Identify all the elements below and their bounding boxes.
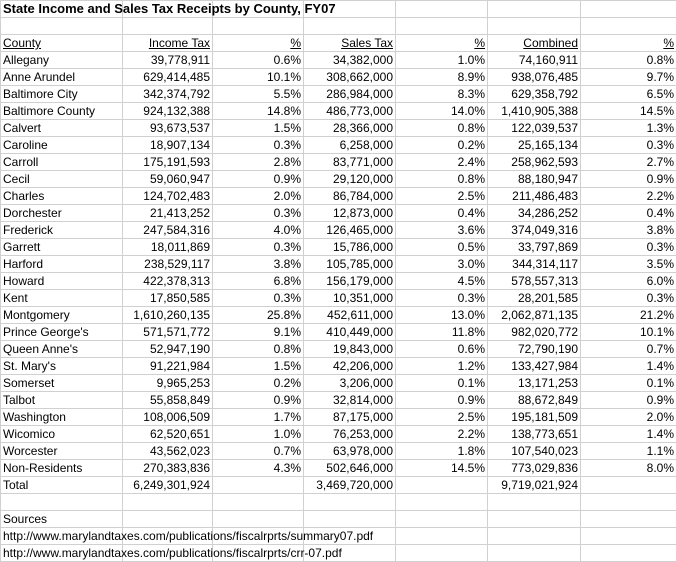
county-cell[interactable]: Total [1,477,123,494]
sales-tax-cell[interactable]: 10,351,000 [304,290,396,307]
sales-tax-cell[interactable]: 19,843,000 [304,341,396,358]
income-pct-cell[interactable]: 0.3% [213,205,304,222]
combined-pct-cell[interactable]: 21.2% [581,307,676,324]
sales-pct-cell[interactable] [396,477,488,494]
combined-cell[interactable]: 195,181,509 [488,409,581,426]
combined-pct-cell[interactable]: 2.0% [581,409,676,426]
combined-cell[interactable]: 88,672,849 [488,392,581,409]
combined-cell[interactable]: 773,029,836 [488,460,581,477]
income-tax-cell[interactable]: 21,413,252 [123,205,213,222]
sales-tax-cell[interactable]: 3,469,720,000 [304,477,396,494]
sales-pct-cell[interactable]: 8.3% [396,86,488,103]
county-cell[interactable]: Frederick [1,222,123,239]
sales-pct-cell[interactable]: 13.0% [396,307,488,324]
combined-cell[interactable]: 88,180,947 [488,171,581,188]
sales-tax-cell[interactable]: 87,175,000 [304,409,396,426]
sales-pct-cell[interactable]: 0.9% [396,392,488,409]
sales-pct-cell[interactable]: 2.5% [396,188,488,205]
combined-pct-cell[interactable]: 1.4% [581,426,676,443]
combined-pct-cell[interactable]: 0.8% [581,52,676,69]
table-row [1,392,676,409]
table-row [1,137,676,154]
combined-cell[interactable]: 2,062,871,135 [488,307,581,324]
sales-pct-cell[interactable]: 0.6% [396,341,488,358]
combined-pct-cell[interactable]: 2.7% [581,154,676,171]
income-tax-cell[interactable]: 55,858,849 [123,392,213,409]
county-cell[interactable]: Caroline [1,137,123,154]
combined-pct-cell[interactable] [581,477,676,494]
table-row [1,239,676,256]
cell[interactable] [213,511,304,528]
income-tax-cell[interactable]: 43,562,023 [123,443,213,460]
combined-cell[interactable]: 138,773,651 [488,426,581,443]
income-pct-cell[interactable]: 9.1% [213,324,304,341]
sales-pct-cell[interactable]: 14.5% [396,460,488,477]
sales-tax-cell[interactable]: 502,646,000 [304,460,396,477]
combined-cell[interactable]: 258,962,593 [488,154,581,171]
cell[interactable] [581,545,676,562]
sales-pct-cell[interactable]: 3.6% [396,222,488,239]
income-pct-cell[interactable]: 1.0% [213,426,304,443]
income-pct-cell[interactable]: 6.8% [213,273,304,290]
income-pct-cell[interactable]: 0.9% [213,392,304,409]
combined-cell[interactable]: 122,039,537 [488,120,581,137]
income-pct-cell[interactable]: 5.5% [213,86,304,103]
table-row [1,290,676,307]
county-cell[interactable]: Dorchester [1,205,123,222]
county-cell[interactable]: Talbot [1,392,123,409]
combined-cell[interactable]: 33,797,869 [488,239,581,256]
table-row [1,375,676,392]
combined-cell[interactable]: 982,020,772 [488,324,581,341]
income-tax-cell[interactable]: 91,221,984 [123,358,213,375]
income-tax-cell[interactable]: 39,778,911 [123,52,213,69]
combined-cell[interactable]: 374,049,316 [488,222,581,239]
table-row [1,443,676,460]
cell[interactable] [488,511,581,528]
cell[interactable] [396,494,488,511]
table-row [1,188,676,205]
header-income-pct[interactable]: % [213,35,304,52]
combined-pct-cell[interactable]: 0.4% [581,205,676,222]
sales-tax-cell[interactable]: 286,984,000 [304,86,396,103]
income-pct-cell[interactable]: 0.7% [213,443,304,460]
table-row [1,426,676,443]
income-pct-cell[interactable]: 4.3% [213,460,304,477]
combined-cell[interactable]: 13,171,253 [488,375,581,392]
sales-pct-cell[interactable]: 2.2% [396,426,488,443]
cell[interactable] [396,545,488,562]
sales-tax-cell[interactable]: 76,253,000 [304,426,396,443]
empty-row [1,18,676,35]
combined-cell[interactable]: 1,410,905,388 [488,103,581,120]
sales-pct-cell[interactable]: 0.1% [396,375,488,392]
total-row [1,477,676,494]
income-tax-cell[interactable]: 59,060,947 [123,171,213,188]
county-cell[interactable]: Allegany [1,52,123,69]
cell[interactable] [396,18,488,35]
combined-pct-cell[interactable]: 3.5% [581,256,676,273]
combined-pct-cell[interactable]: 0.3% [581,290,676,307]
income-tax-cell[interactable]: 342,374,792 [123,86,213,103]
combined-pct-cell[interactable]: 0.3% [581,239,676,256]
table-row [1,86,676,103]
combined-pct-cell[interactable]: 1.1% [581,443,676,460]
combined-pct-cell[interactable]: 2.2% [581,188,676,205]
combined-cell[interactable]: 211,486,483 [488,188,581,205]
cell[interactable] [1,494,123,511]
cell[interactable] [488,545,581,562]
sales-tax-cell[interactable]: 86,784,000 [304,188,396,205]
county-cell[interactable]: Queen Anne's [1,341,123,358]
income-pct-cell[interactable]: 1.5% [213,120,304,137]
cell[interactable] [304,18,396,35]
combined-pct-cell[interactable]: 0.3% [581,137,676,154]
title-row [1,1,676,18]
income-pct-cell[interactable]: 0.3% [213,239,304,256]
combined-cell[interactable]: 938,076,485 [488,69,581,86]
income-pct-cell[interactable] [213,477,304,494]
income-pct-cell[interactable]: 0.6% [213,52,304,69]
county-cell[interactable]: Cecil [1,171,123,188]
combined-cell[interactable]: 133,427,984 [488,358,581,375]
sales-tax-cell[interactable]: 32,814,000 [304,392,396,409]
table-row [1,409,676,426]
combined-cell[interactable]: 25,165,134 [488,137,581,154]
combined-pct-cell[interactable]: 0.9% [581,392,676,409]
sources-label[interactable] [1,511,123,528]
county-cell[interactable]: Baltimore City [1,86,123,103]
combined-cell[interactable]: 34,286,252 [488,205,581,222]
sources-label-row [1,511,676,528]
sales-pct-cell[interactable]: 1.2% [396,358,488,375]
income-tax-cell[interactable]: 18,907,134 [123,137,213,154]
sales-tax-cell[interactable]: 42,206,000 [304,358,396,375]
income-tax-cell[interactable]: 247,584,316 [123,222,213,239]
income-pct-cell[interactable]: 10.1% [213,69,304,86]
cell[interactable] [581,528,676,545]
combined-pct-cell[interactable]: 6.0% [581,273,676,290]
combined-pct-cell[interactable]: 14.5% [581,103,676,120]
combined-cell[interactable]: 344,314,117 [488,256,581,273]
county-cell[interactable]: Harford [1,256,123,273]
county-cell[interactable]: St. Mary's [1,358,123,375]
table-row [1,171,676,188]
county-cell[interactable]: Carroll [1,154,123,171]
combined-cell[interactable]: 28,201,585 [488,290,581,307]
cell[interactable] [581,511,676,528]
income-pct-cell[interactable]: 0.3% [213,137,304,154]
combined-cell[interactable]: 9,719,021,924 [488,477,581,494]
combined-pct-cell[interactable]: 0.9% [581,171,676,188]
source-link-text: http://www.marylandtaxes.com/publications/fiscalrprts/summary07.pdf [3,529,374,543]
sales-pct-cell[interactable]: 8.9% [396,69,488,86]
sales-tax-cell[interactable]: 29,120,000 [304,171,396,188]
income-pct-cell[interactable]: 2.0% [213,188,304,205]
sales-pct-cell[interactable]: 14.0% [396,103,488,120]
income-tax-cell[interactable]: 1,610,260,135 [123,307,213,324]
income-tax-cell[interactable]: 9,965,253 [123,375,213,392]
sales-pct-cell[interactable]: 3.0% [396,256,488,273]
header-row [1,35,676,52]
cell[interactable] [581,18,676,35]
county-cell[interactable]: Somerset [1,375,123,392]
county-cell[interactable]: Wicomico [1,426,123,443]
county-cell[interactable]: Charles [1,188,123,205]
sales-pct-cell[interactable]: 0.5% [396,239,488,256]
sales-tax-cell[interactable]: 28,366,000 [304,120,396,137]
combined-pct-cell[interactable]: 1.4% [581,358,676,375]
combined-pct-cell[interactable]: 1.3% [581,120,676,137]
sales-tax-cell[interactable]: 486,773,000 [304,103,396,120]
header-combined-pct[interactable]: % [581,35,676,52]
table-row [1,273,676,290]
sales-tax-cell[interactable]: 34,382,000 [304,52,396,69]
income-pct-cell[interactable]: 14.8% [213,103,304,120]
county-cell[interactable]: Howard [1,273,123,290]
sheet-title-cell[interactable] [1,1,336,18]
income-tax-cell[interactable]: 238,529,117 [123,256,213,273]
sales-tax-cell[interactable]: 6,258,000 [304,137,396,154]
table-row [1,358,676,375]
combined-pct-cell[interactable]: 6.5% [581,86,676,103]
source-link[interactable] [1,528,374,545]
income-tax-cell[interactable]: 571,571,772 [123,324,213,341]
sales-tax-cell[interactable]: 63,978,000 [304,443,396,460]
income-pct-cell[interactable]: 25.8% [213,307,304,324]
combined-pct-cell[interactable]: 0.7% [581,341,676,358]
income-pct-cell[interactable]: 2.8% [213,154,304,171]
county-cell[interactable]: Worcester [1,443,123,460]
income-tax-cell[interactable]: 52,947,190 [123,341,213,358]
source-link-row [1,545,676,562]
county-cell[interactable]: Kent [1,290,123,307]
cell[interactable] [123,511,213,528]
table-row [1,205,676,222]
sales-tax-cell[interactable]: 12,873,000 [304,205,396,222]
sales-pct-cell[interactable]: 0.4% [396,205,488,222]
county-cell[interactable]: Calvert [1,120,123,137]
table-row [1,120,676,137]
sales-tax-cell[interactable]: 156,179,000 [304,273,396,290]
sales-pct-cell[interactable]: 2.4% [396,154,488,171]
empty-row [1,494,676,511]
combined-pct-cell[interactable]: 10.1% [581,324,676,341]
sales-tax-cell[interactable]: 308,662,000 [304,69,396,86]
sales-tax-cell[interactable]: 15,786,000 [304,239,396,256]
income-pct-cell[interactable]: 0.3% [213,290,304,307]
source-link-text: http://www.marylandtaxes.com/publications/fiscalrprts/crr-07.pdf [3,546,342,560]
sources-label-text: Sources [3,512,48,526]
header-income-tax[interactable]: Income Tax [123,35,213,52]
income-pct-cell[interactable]: 1.7% [213,409,304,426]
cell[interactable] [488,528,581,545]
sales-pct-cell[interactable]: 1.8% [396,443,488,460]
income-pct-cell[interactable]: 0.9% [213,171,304,188]
sales-tax-cell[interactable]: 410,449,000 [304,324,396,341]
cell[interactable] [304,494,396,511]
combined-cell[interactable]: 578,557,313 [488,273,581,290]
cell[interactable] [304,511,396,528]
table-row [1,103,676,120]
cell[interactable] [213,494,304,511]
sales-pct-cell[interactable]: 0.8% [396,120,488,137]
table-row [1,69,676,86]
combined-cell[interactable]: 629,358,792 [488,86,581,103]
sales-tax-cell[interactable]: 126,465,000 [304,222,396,239]
sheet-title: State Income and Sales Tax Receipts by County, FY07 [3,1,336,16]
cell[interactable] [488,18,581,35]
combined-pct-cell[interactable]: 0.1% [581,375,676,392]
combined-pct-cell[interactable]: 9.7% [581,69,676,86]
table-row [1,154,676,171]
income-tax-cell[interactable]: 93,673,537 [123,120,213,137]
header-county[interactable]: County [1,35,123,52]
cell[interactable] [581,494,676,511]
county-cell[interactable]: Baltimore County [1,103,123,120]
cell[interactable] [123,18,213,35]
sales-pct-cell[interactable]: 2.5% [396,409,488,426]
income-tax-cell[interactable]: 124,702,483 [123,188,213,205]
combined-cell[interactable]: 74,160,911 [488,52,581,69]
county-cell[interactable]: Non-Residents [1,460,123,477]
sales-pct-cell[interactable]: 0.3% [396,290,488,307]
income-tax-cell[interactable]: 175,191,593 [123,154,213,171]
table-row [1,307,676,324]
header-sales-tax[interactable]: Sales Tax [304,35,396,52]
cell[interactable] [396,1,488,18]
cell[interactable] [396,511,488,528]
sales-pct-cell[interactable]: 0.8% [396,171,488,188]
cell[interactable] [123,494,213,511]
income-pct-cell[interactable]: 1.5% [213,358,304,375]
table-row [1,222,676,239]
county-cell[interactable]: Garrett [1,239,123,256]
combined-cell[interactable]: 107,540,023 [488,443,581,460]
income-pct-cell[interactable]: 0.8% [213,341,304,358]
source-link-row [1,528,676,545]
combined-pct-cell[interactable]: 8.0% [581,460,676,477]
source-link[interactable] [1,545,342,562]
cell[interactable] [488,494,581,511]
cell[interactable] [213,18,304,35]
sales-pct-cell[interactable]: 4.5% [396,273,488,290]
header-sales-pct[interactable]: % [396,35,488,52]
income-tax-cell[interactable]: 108,006,509 [123,409,213,426]
county-cell[interactable]: Anne Arundel [1,69,123,86]
sheet-body [1,1,676,562]
income-tax-cell[interactable]: 629,414,485 [123,69,213,86]
income-pct-cell[interactable]: 0.2% [213,375,304,392]
income-tax-cell[interactable]: 18,011,869 [123,239,213,256]
cell[interactable] [488,1,581,18]
sales-tax-cell[interactable]: 83,771,000 [304,154,396,171]
county-cell[interactable]: Prince George's [1,324,123,341]
combined-cell[interactable]: 72,790,190 [488,341,581,358]
cell[interactable] [1,18,123,35]
income-tax-cell[interactable]: 62,520,651 [123,426,213,443]
sales-pct-cell[interactable]: 1.0% [396,52,488,69]
county-cell[interactable]: Washington [1,409,123,426]
sales-tax-cell[interactable]: 452,611,000 [304,307,396,324]
table-row [1,341,676,358]
income-tax-cell[interactable]: 270,383,836 [123,460,213,477]
income-tax-cell[interactable]: 422,378,313 [123,273,213,290]
header-combined[interactable]: Combined [488,35,581,52]
income-tax-cell[interactable]: 924,132,388 [123,103,213,120]
sales-tax-cell[interactable]: 3,206,000 [304,375,396,392]
sales-tax-cell[interactable]: 105,785,000 [304,256,396,273]
income-tax-cell[interactable]: 6,249,301,924 [123,477,213,494]
income-tax-cell[interactable]: 17,850,585 [123,290,213,307]
table-row [1,52,676,69]
cell[interactable] [581,1,676,18]
sales-pct-cell[interactable]: 0.2% [396,137,488,154]
income-pct-cell[interactable]: 3.8% [213,256,304,273]
cell[interactable] [396,528,488,545]
county-cell[interactable]: Montgomery [1,307,123,324]
sales-pct-cell[interactable]: 11.8% [396,324,488,341]
combined-pct-cell[interactable]: 3.8% [581,222,676,239]
table-row [1,256,676,273]
table-row [1,324,676,341]
table-row [1,460,676,477]
income-pct-cell[interactable]: 4.0% [213,222,304,239]
